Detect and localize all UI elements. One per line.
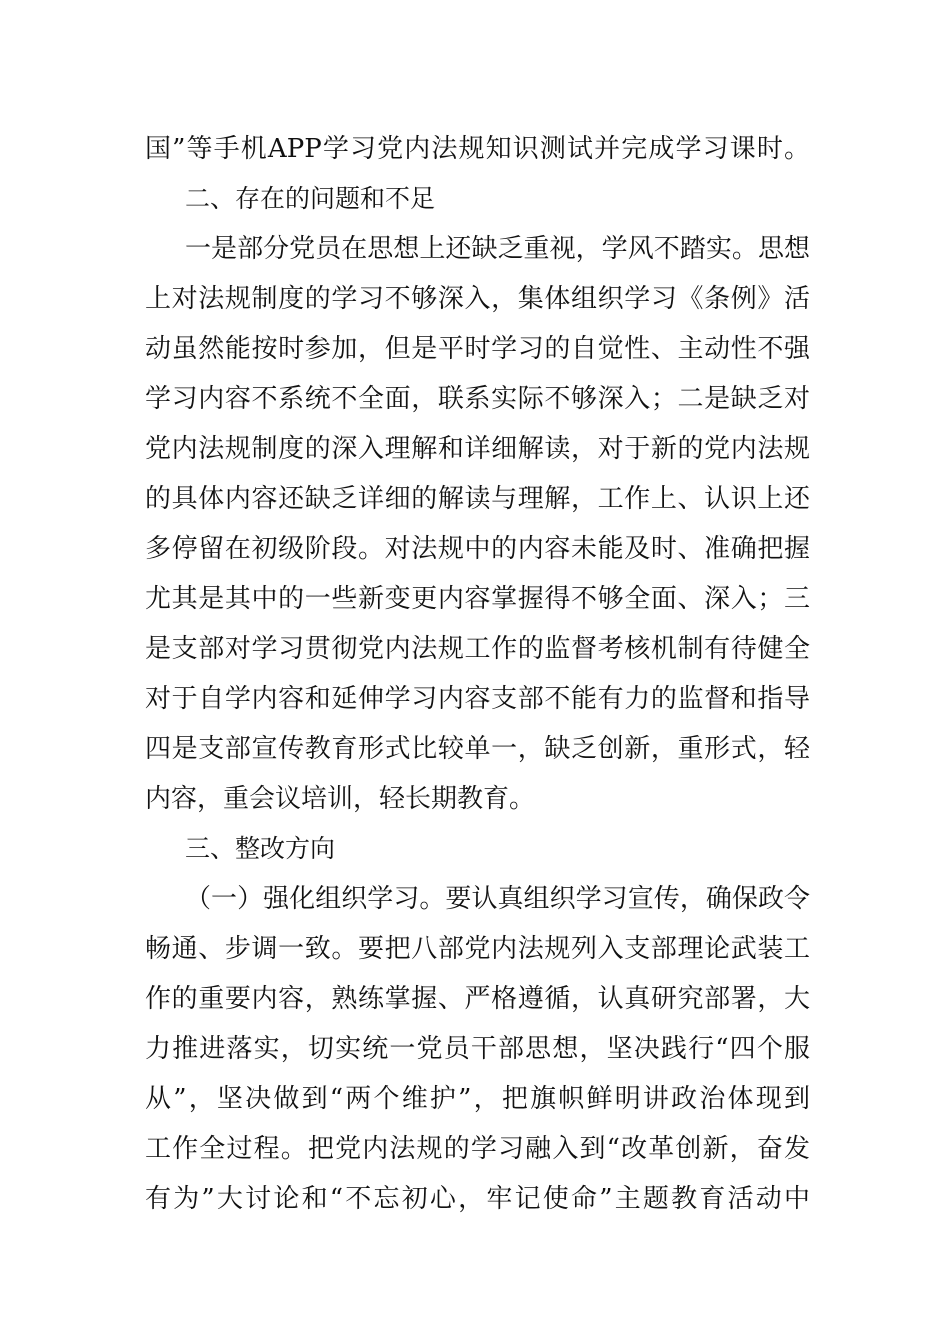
- paragraph-line: 上对法规制度的学习不够深入，集体组织学习《条例》活: [145, 284, 810, 314]
- paragraph-line: 对于自学内容和延伸学习内容支部不能有力的监督和指导: [145, 684, 810, 714]
- paragraph-line: 有为”大讨论和“不忘初心，牢记使命”主题教育活动中: [145, 1184, 810, 1214]
- paragraph-line: 一是部分党员在思想上还缺乏重视，学风不踏实。思想: [185, 234, 810, 264]
- paragraph-line: 尤其是其中的一些新变更内容掌握得不够全面、深入；三: [145, 584, 810, 614]
- paragraph-line: 从”，坚决做到“两个维护”，把旗帜鲜明讲政治体现到: [145, 1084, 810, 1114]
- paragraph-line: 动虽然能按时参加，但是平时学习的自觉性、主动性不强: [145, 334, 810, 364]
- paragraph-line: 的具体内容还缺乏详细的解读与理解，工作上、认识上还: [145, 484, 810, 514]
- document-body: [145, 124, 810, 1224]
- paragraph-line: 内容，重会议培训，轻长期教育。: [145, 784, 536, 814]
- section-heading-direction: 三、整改方向: [185, 834, 336, 863]
- paragraph-line: 国”等手机APP学习党内法规知识测试并完成学习课时。: [145, 134, 810, 164]
- paragraph-line: 四是支部宣传教育形式比较单一，缺乏创新，重形式，轻: [145, 734, 810, 764]
- paragraph-line: 多停留在初级阶段。对法规中的内容未能及时、准确把握: [145, 534, 810, 564]
- paragraph-line: 党内法规制度的深入理解和详细解读，对于新的党内法规: [145, 434, 810, 464]
- paragraph-line: 是支部对学习贯彻党内法规工作的监督考核机制有待健全: [145, 634, 810, 664]
- section-heading-problems: 二、存在的问题和不足: [185, 184, 436, 213]
- paragraph-line: 学习内容不系统不全面，联系实际不够深入；二是缺乏对: [145, 384, 810, 414]
- paragraph-line: 畅通、步调一致。要把八部党内法规列入支部理论武装工: [145, 934, 810, 964]
- paragraph-line: （一）强化组织学习。要认真组织学习宣传，确保政令: [185, 884, 810, 914]
- paragraph-line: 力推进落实，切实统一党员干部思想，坚决践行“四个服: [145, 1034, 810, 1064]
- paragraph-line: 工作全过程。把党内法规的学习融入到“改革创新，奋发: [145, 1134, 810, 1164]
- paragraph-line: 作的重要内容，熟练掌握、严格遵循，认真研究部署，大: [145, 984, 810, 1014]
